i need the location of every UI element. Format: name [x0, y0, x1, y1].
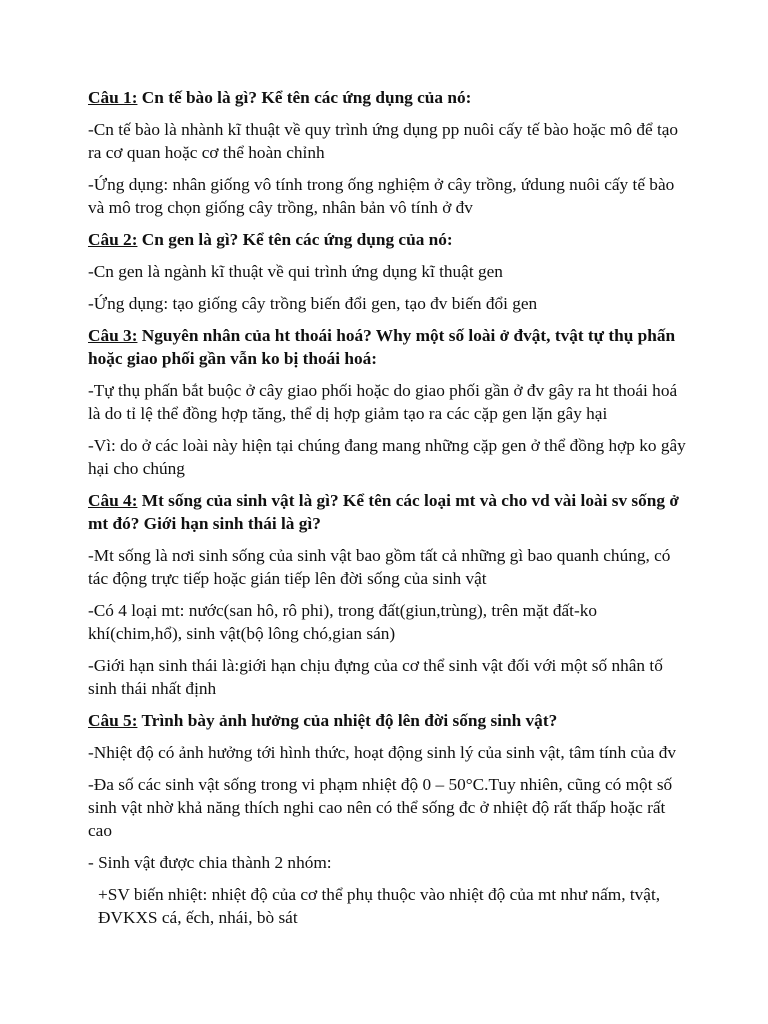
- question-5-answer-4: +SV biến nhiệt: nhiệt độ của cơ thể phụ thuộc vào nhiệt độ của mt như nấm, tvật, ĐVKXS cá, ếch, nhái, bò sát: [98, 885, 661, 927]
- question-3-answer-1: -Tự thụ phấn bắt buộc ở cây giao phối hoặc do giao phối gần ở đv gây ra ht thoái hoá là do tỉ lệ thể đồng hợp tăng, thể dị hợp giảm tạo ra các cặp gen lặn gây hại: [88, 381, 678, 423]
- document-page: [88, 86, 688, 938]
- question-1-heading: [88, 86, 688, 109]
- question-4-answer-1: -Mt sống là nơi sinh sống của sinh vật bao gồm tất cả những gì bao quanh chúng, có tác động trực tiếp hoặc gián tiếp lên đời sống của sinh vật: [88, 546, 671, 588]
- question-4-number: Câu 4:: [88, 491, 138, 510]
- question-4-title: Mt sống của sinh vật là gì? Kể tên các loại mt và cho vd vài loài sv sống ở mt đó? Giới hạn sinh thái là gì?: [88, 491, 679, 533]
- question-2-title: Cn gen là gì? Kể tên các ứng dụng của nó:: [141, 230, 453, 249]
- question-5-heading: [88, 709, 688, 732]
- question-2-answer-1: -Cn gen là ngành kĩ thuật về qui trình ứng dụng kĩ thuật gen: [88, 262, 503, 281]
- question-2-answer-2: -Ứng dụng: tạo giống cây trồng biến đổi gen, tạo đv biến đổi gen: [88, 294, 538, 313]
- question-5-answer-2: -Đa số các sinh vật sống trong vi phạm nhiệt độ 0 – 50°C.Tuy nhiên, cũng có một số sinh vật nhờ khả năng thích nghi cao nên có thể sống đc ở nhiệt độ rất thấp hoặc rất cao: [88, 775, 673, 840]
- question-3-title: Nguyên nhân của ht thoái hoá? Why một số loài ở đvật, tvật tự thụ phấn hoặc giao phối gần vẫn ko bị thoái hoá:: [88, 326, 676, 368]
- question-2-heading: [88, 228, 688, 251]
- question-5-title: Trình bày ảnh hưởng của nhiệt độ lên đời sống sinh vật?: [141, 711, 558, 730]
- question-4-answer-3: -Giới hạn sinh thái là:giới hạn chịu đựng của cơ thể sinh vật đối với một số nhân tố sinh thái nhất định: [88, 656, 663, 698]
- question-3-answer-2: -Vì: do ở các loài này hiện tại chúng đang mang những cặp gen ở thể đồng hợp ko gây hại cho chúng: [88, 436, 686, 478]
- question-3-heading: [88, 324, 688, 370]
- question-1-number: Câu 1:: [88, 88, 138, 107]
- question-5-answer-3: - Sinh vật được chia thành 2 nhóm:: [88, 853, 332, 872]
- question-3-number: Câu 3:: [88, 326, 138, 345]
- question-1-answer-1: -Cn tế bào là nhành kĩ thuật về quy trình ứng dụng pp nuôi cấy tế bào hoặc mô để tạo ra cơ quan hoặc cơ thể hoàn chỉnh: [88, 120, 679, 162]
- question-4-heading: [88, 489, 688, 535]
- question-2-number: Câu 2:: [88, 230, 138, 249]
- question-1-answer-2: -Ứng dụng: nhân giống vô tính trong ống nghiệm ở cây trồng, ứdung nuôi cấy tế bào và mô trog chọn giống cây trồng, nhân bản vô tính ở đv: [88, 175, 675, 217]
- question-5-answer-1: -Nhiệt độ có ảnh hưởng tới hình thức, hoạt động sinh lý của sinh vật, tâm tính của đv: [88, 743, 676, 762]
- question-1-title: Cn tế bào là gì? Kể tên các ứng dụng của nó:: [141, 88, 472, 107]
- question-4-answer-2: -Có 4 loại mt: nước(san hô, rô phi), trong đất(giun,trùng), trên mặt đất-ko khí(chim,hổ), sinh vật(bộ lông chó,gian sán): [88, 601, 597, 643]
- question-5-number: Câu 5:: [88, 711, 138, 730]
